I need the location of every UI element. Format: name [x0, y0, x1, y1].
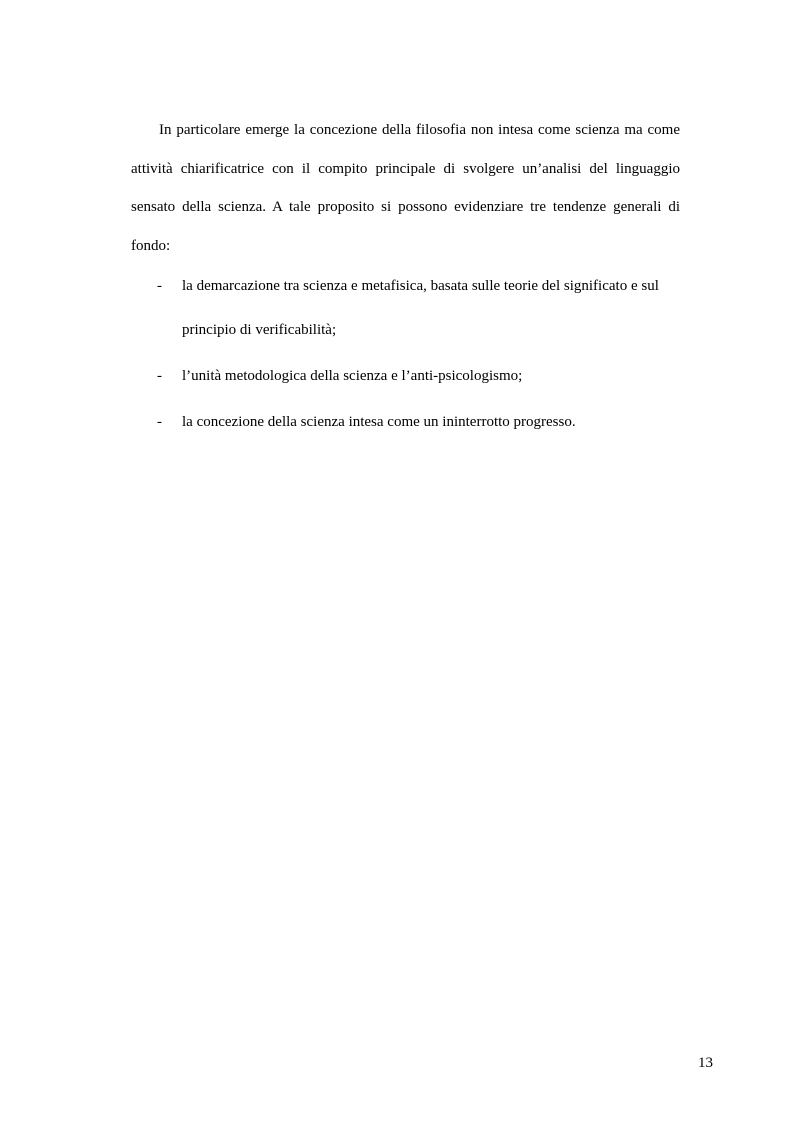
list-bullet: - — [157, 414, 162, 430]
list-item-text: la concezione della scienza intesa come un ininterrotto progresso. — [182, 414, 576, 430]
list-item-text: l’unità metodologica della scienza e l’anti-psicologismo; — [182, 368, 523, 384]
tendencies-list — [131, 264, 691, 446]
list-item — [131, 354, 691, 398]
page-number: 13 — [698, 1055, 713, 1071]
list-item — [131, 400, 691, 444]
body-paragraph: In particolare emerge la concezione della filosofia non intesa come scienza ma come attività chiarificatrice con il compito principale di svolgere un’analisi del linguaggio sensato della scienza. A tale proposito si possono evidenziare tre tendenze generali di fondo: — [131, 122, 680, 254]
list-item — [131, 264, 691, 352]
list-item-text: la demarcazione tra scienza e metafisica, basata sulle teorie del significato e sul principio di verificabilità; — [182, 278, 659, 338]
list-bullet: - — [157, 278, 162, 294]
list-bullet: - — [157, 368, 162, 384]
